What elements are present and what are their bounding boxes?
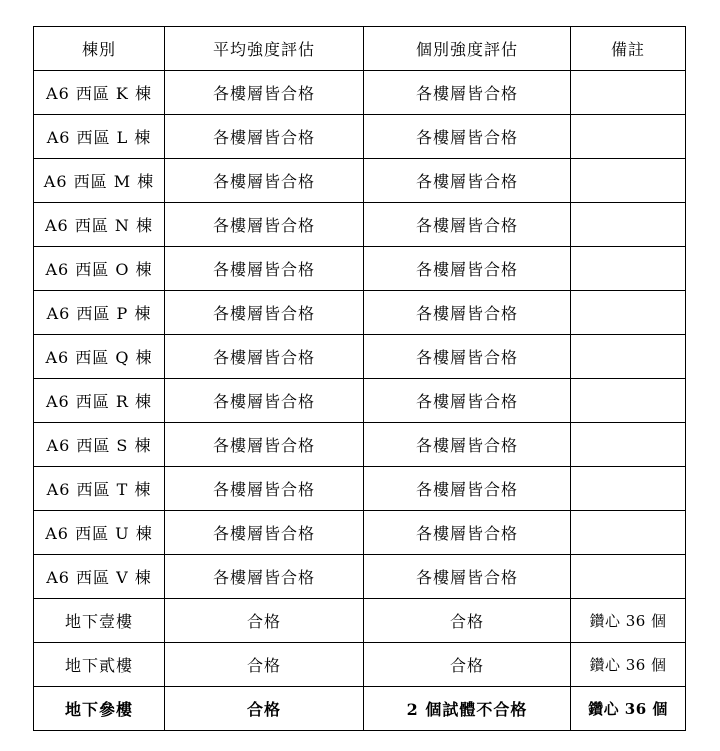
- cell-building: A6 西區 M 棟: [34, 159, 165, 203]
- table-row: [34, 423, 686, 467]
- cell-average-strength: 各樓層皆合格: [165, 159, 364, 203]
- table-row: [34, 71, 686, 115]
- table-row: [34, 599, 686, 643]
- cell-average-strength: 合格: [165, 687, 364, 731]
- cell-individual-strength: 各樓層皆合格: [364, 467, 571, 511]
- cell-building: A6 西區 T 棟: [34, 467, 165, 511]
- cell-note: [571, 291, 686, 335]
- cell-building: A6 西區 V 棟: [34, 555, 165, 599]
- table-row: [34, 555, 686, 599]
- table-body: [34, 71, 686, 731]
- cell-note: [571, 159, 686, 203]
- cell-note: 鑽心 36 個: [571, 599, 686, 643]
- cell-individual-strength: 各樓層皆合格: [364, 159, 571, 203]
- table-row: [34, 291, 686, 335]
- table-row: [34, 335, 686, 379]
- header-individual-strength: 個別強度評估: [364, 27, 571, 71]
- cell-individual-strength: 合格: [364, 643, 571, 687]
- table-row: [34, 115, 686, 159]
- table-row: [34, 467, 686, 511]
- cell-average-strength: 各樓層皆合格: [165, 291, 364, 335]
- cell-building: A6 西區 R 棟: [34, 379, 165, 423]
- cell-building: A6 西區 O 棟: [34, 247, 165, 291]
- cell-building: A6 西區 S 棟: [34, 423, 165, 467]
- cell-individual-strength: 各樓層皆合格: [364, 379, 571, 423]
- cell-note: [571, 467, 686, 511]
- cell-building: 地下參樓: [34, 687, 165, 731]
- table-row: [34, 203, 686, 247]
- cell-note: [571, 247, 686, 291]
- cell-individual-strength: 各樓層皆合格: [364, 335, 571, 379]
- cell-average-strength: 各樓層皆合格: [165, 467, 364, 511]
- table-row: [34, 379, 686, 423]
- cell-individual-strength: 各樓層皆合格: [364, 203, 571, 247]
- cell-note: [571, 423, 686, 467]
- cell-average-strength: 各樓層皆合格: [165, 203, 364, 247]
- table-row: [34, 643, 686, 687]
- cell-note: 鑽心 36 個: [571, 687, 686, 731]
- cell-individual-strength: 各樓層皆合格: [364, 71, 571, 115]
- cell-individual-strength: 各樓層皆合格: [364, 555, 571, 599]
- cell-building: A6 西區 U 棟: [34, 511, 165, 555]
- header-note: 備註: [571, 27, 686, 71]
- cell-building: A6 西區 N 棟: [34, 203, 165, 247]
- cell-average-strength: 各樓層皆合格: [165, 555, 364, 599]
- cell-individual-strength: 各樓層皆合格: [364, 247, 571, 291]
- cell-average-strength: 各樓層皆合格: [165, 71, 364, 115]
- cell-individual-strength: 合格: [364, 599, 571, 643]
- cell-note: [571, 379, 686, 423]
- strength-assessment-table: [33, 26, 686, 731]
- cell-average-strength: 各樓層皆合格: [165, 379, 364, 423]
- cell-average-strength: 各樓層皆合格: [165, 115, 364, 159]
- cell-individual-strength: 各樓層皆合格: [364, 511, 571, 555]
- cell-average-strength: 各樓層皆合格: [165, 423, 364, 467]
- table-row: [34, 247, 686, 291]
- cell-individual-strength: 各樓層皆合格: [364, 291, 571, 335]
- cell-average-strength: 合格: [165, 599, 364, 643]
- cell-note: [571, 71, 686, 115]
- cell-average-strength: 各樓層皆合格: [165, 335, 364, 379]
- cell-building: 地下壹樓: [34, 599, 165, 643]
- cell-average-strength: 各樓層皆合格: [165, 247, 364, 291]
- header-row: [34, 27, 686, 71]
- cell-average-strength: 合格: [165, 643, 364, 687]
- table-header: [34, 27, 686, 71]
- cell-building: A6 西區 P 棟: [34, 291, 165, 335]
- header-building: 棟別: [34, 27, 165, 71]
- cell-individual-strength: 各樓層皆合格: [364, 423, 571, 467]
- cell-note: 鑽心 36 個: [571, 643, 686, 687]
- cell-note: [571, 115, 686, 159]
- table-row: [34, 511, 686, 555]
- cell-building: A6 西區 K 棟: [34, 71, 165, 115]
- cell-note: [571, 335, 686, 379]
- cell-individual-strength: 2 個試體不合格: [364, 687, 571, 731]
- header-average-strength: 平均強度評估: [165, 27, 364, 71]
- cell-note: [571, 555, 686, 599]
- table-row: [34, 159, 686, 203]
- cell-average-strength: 各樓層皆合格: [165, 511, 364, 555]
- cell-building: A6 西區 Q 棟: [34, 335, 165, 379]
- cell-building: A6 西區 L 棟: [34, 115, 165, 159]
- cell-note: [571, 511, 686, 555]
- cell-note: [571, 203, 686, 247]
- cell-individual-strength: 各樓層皆合格: [364, 115, 571, 159]
- table-row: [34, 687, 686, 731]
- cell-building: 地下貳樓: [34, 643, 165, 687]
